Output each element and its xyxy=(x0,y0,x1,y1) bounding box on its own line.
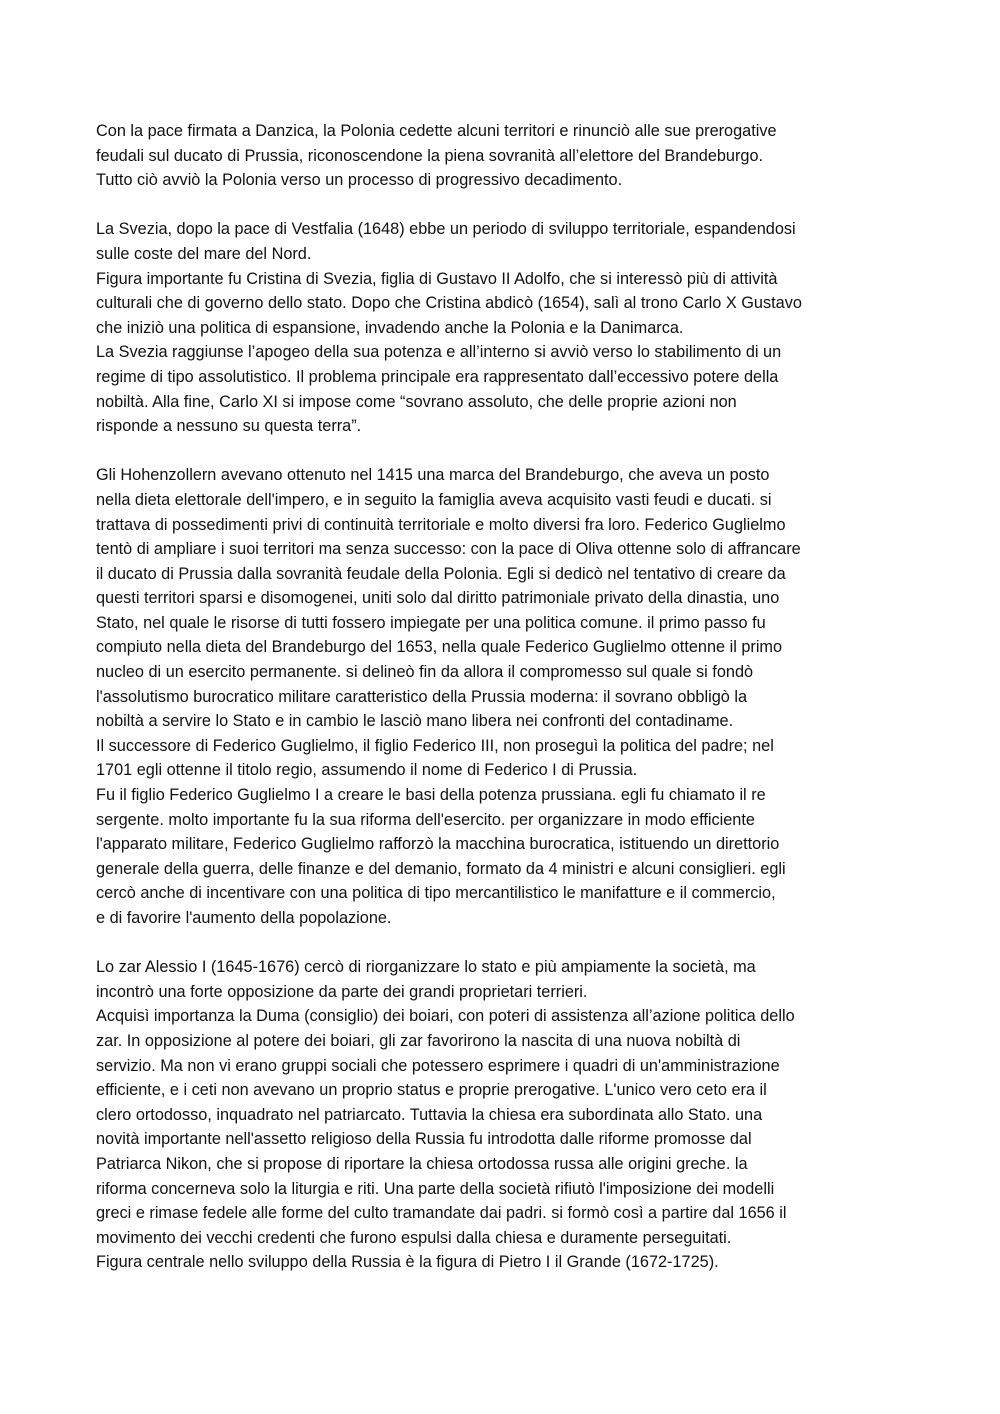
text-line: cercò anche di incentivare con una politica di tipo mercantilistico le manifatture e il commercio, xyxy=(96,884,776,903)
text-line: generale della guerra, delle finanze e del demanio, formato da 4 ministri e alcuni consiglieri. egli xyxy=(96,859,786,878)
text-line: Gli Hohenzollern avevano ottenuto nel 1415 una marca del Brandeburgo, che aveva un posto xyxy=(96,466,770,485)
text-line: Figura centrale nello sviluppo della Russia è la figura di Pietro I il Grande (1672-1725). xyxy=(96,1253,719,1272)
text-line: Il successore di Federico Guglielmo, il figlio Federico III, non proseguì la politica del padre; nel xyxy=(96,736,774,755)
text-line: culturali che di governo dello stato. Dopo che Cristina abdicò (1654), salì al trono Carlo X Gustavo xyxy=(96,294,802,313)
text-line: servizio. Ma non vi erano gruppi sociali che potessero esprimere i quadri di un'amministrazione xyxy=(96,1056,780,1075)
text-line: Patriarca Nikon, che si propose di riportare la chiesa ortodossa russa alle origini greche. la xyxy=(96,1154,748,1173)
text-line: Stato, nel quale le risorse di tutti fossero impiegate per una politica comune. il primo passo fu xyxy=(96,613,766,632)
document-page xyxy=(96,119,908,1275)
text-line: nobiltà a servire lo Stato e in cambio le lasciò mano libera nei confronti del contadiname. xyxy=(96,712,734,731)
paragraph-poland xyxy=(96,119,908,193)
text-line: Tutto ciò avviò la Polonia verso un processo di progressivo decadimento. xyxy=(96,171,623,190)
text-line: 1701 egli ottenne il titolo regio, assumendo il nome di Federico I di Prussia. xyxy=(96,761,638,780)
text-line: che iniziò una politica di espansione, invadendo anche la Polonia e la Danimarca. xyxy=(96,318,684,337)
text-line: il ducato di Prussia dalla sovranità feudale della Polonia. Egli si dedicò nel tentativo di creare da xyxy=(96,564,786,583)
text-line: risponde a nessuno su questa terra”. xyxy=(96,417,362,436)
text-line: questi territori sparsi e disomogenei, uniti solo dal diritto patrimoniale privato della dinastia, uno xyxy=(96,589,780,608)
text-line: sulle coste del mare del Nord. xyxy=(96,244,312,263)
text-line: La Svezia, dopo la pace di Vestfalia (1648) ebbe un periodo di sviluppo territoriale, espandendosi xyxy=(96,220,796,239)
text-line: trattava di possedimenti privi di continuità territoriale e molto diversi fra loro. Federico Guglielmo xyxy=(96,515,786,534)
text-line: movimento dei vecchi credenti che furono espulsi dalla chiesa e duramente perseguitati. xyxy=(96,1228,732,1247)
text-line: efficiente, e i ceti non avevano un proprio status e proprie prerogative. L'unico vero ceto era il xyxy=(96,1081,767,1100)
text-line: Figura importante fu Cristina di Svezia, figlia di Gustavo II Adolfo, che si interessò più di attività xyxy=(96,269,778,288)
text-line: clero ortodosso, inquadrato nel patriarcato. Tuttavia la chiesa era subordinata allo Stato. una xyxy=(96,1105,763,1124)
text-line: regime di tipo assolutistico. Il problema principale era rappresentato dall’eccessivo potere della xyxy=(96,367,779,386)
text-line: nobiltà. Alla fine, Carlo XI si impose come “sovrano assoluto, che delle proprie azioni non xyxy=(96,392,737,411)
text-line: incontrò una forte opposizione da parte dei grandi proprietari terrieri. xyxy=(96,982,588,1001)
text-line: nucleo di un esercito permanente. si delineò fin da allora il compromesso sul quale si fondò xyxy=(96,663,754,682)
text-line: Lo zar Alessio I (1645-1676) cercò di riorganizzare lo stato e più ampiamente la società, ma xyxy=(96,958,756,977)
text-line: novità importante nell'assetto religioso della Russia fu introdotta dalle riforme promosse dal xyxy=(96,1130,752,1149)
paragraph-russia xyxy=(96,955,908,1275)
text-line: greci e rimase fedele alle forme del culto tramandate dai padri. si formò così a partire dal 1656 il xyxy=(96,1204,787,1223)
text-line: compiuto nella dieta del Brandeburgo del 1653, nella quale Federico Guglielmo ottenne il primo xyxy=(96,638,783,657)
text-line: l'assolutismo burocratico militare caratteristico della Prussia moderna: il sovrano obbligò la xyxy=(96,687,748,706)
paragraph-sweden xyxy=(96,217,908,438)
text-line: Acquisì importanza la Duma (consiglio) dei boiari, con poteri di assistenza all’azione politica dello xyxy=(96,1007,795,1026)
text-line: La Svezia raggiunse l’apogeo della sua potenza e all’interno si avviò verso lo stabilimento di un xyxy=(96,343,782,362)
text-line: Con la pace firmata a Danzica, la Polonia cedette alcuni territori e rinunciò alle sue prerogative xyxy=(96,122,777,140)
text-line: tentò di ampliare i suoi territori ma senza successo: con la pace di Oliva ottenne solo di affrancare xyxy=(96,540,801,559)
text-line: sergente. molto importante fu la sua riforma dell'esercito. per organizzare in modo efficiente xyxy=(96,810,755,829)
text-line: l'apparato militare, Federico Guglielmo rafforzò la macchina burocratica, istituendo un direttorio xyxy=(96,835,780,854)
text-line: riforma concerneva solo la liturgia e riti. Una parte della società rifiutò l'imposizione dei modelli xyxy=(96,1179,775,1198)
text-line: feudali sul ducato di Prussia, riconoscendone la piena sovranità all’elettore del Brandeburgo. xyxy=(96,146,764,165)
text-line: nella dieta elettorale dell'impero, e in seguito la famiglia aveva acquisito vasti feudi e ducati. si xyxy=(96,490,772,509)
text-line: e di favorire l'aumento della popolazione. xyxy=(96,909,392,927)
text-line: zar. In opposizione al potere dei boiari, gli zar favorirono la nascita di una nuova nobiltà di xyxy=(96,1031,741,1050)
paragraph-prussia xyxy=(96,463,908,930)
text-line: Fu il figlio Federico Guglielmo I a creare le basi della potenza prussiana. egli fu chiamato il re xyxy=(96,786,766,805)
